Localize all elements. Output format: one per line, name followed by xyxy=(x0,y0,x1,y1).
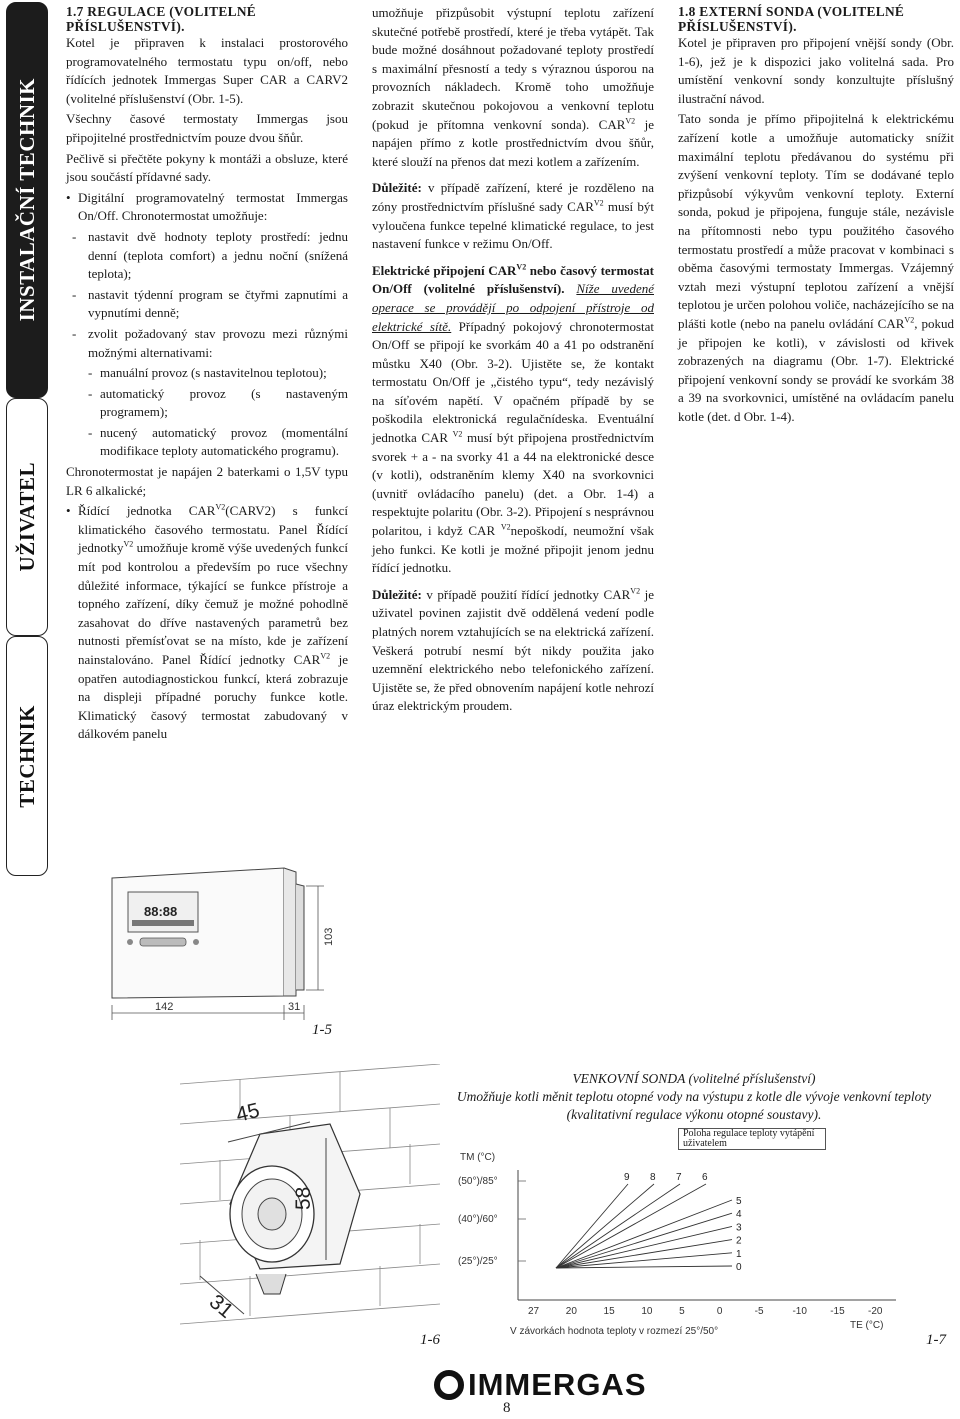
sub-dash-item: - automatický provoz (s nastaveným programem); xyxy=(88,385,348,420)
figure-1-5-thermostat xyxy=(100,850,360,1030)
tab-technician-label: TECHNIK xyxy=(14,704,39,808)
section-heading-1-8: 1.8 EXTERNÍ SONDA (VOLITELNÉ PŘÍSLUŠENSTVÍ). xyxy=(678,4,905,34)
dimension-side: 58 xyxy=(292,1186,315,1210)
dash-item: - nastavit týdenní program se čtyřmi zapnutími a vypnutími denně; xyxy=(72,286,348,321)
sub-dash-item: - manuální provoz (s nastavitelnou teplotou); xyxy=(88,365,327,381)
sub-dash-item-text: manuální provoz (s nastavitelnou teplotou); xyxy=(100,365,327,381)
x-tick-label: 15 xyxy=(603,1306,615,1317)
curve-label: 0 xyxy=(736,1262,742,1273)
column-3 xyxy=(678,4,954,428)
paragraph: Elektrické připojení $CAR^{V2}$ nebo časový termostat On/Off (volitelné příslušenství). Níže uvedené operace se provádějí po odpojení přístroje od elektrické sítě. Případný pokojový chronotermostat On/Off se připojí ke svorkám 40 a 41 po odstranění můstku X40 (Obr. 3-2). Ujistěte se, že kontakt termostatu On/Off je „čistého typu“, tedy nezávislý na síťovém napětí. V opačném případě by se poškodila elektronická regulačnídeska. Eventuální jednotka CAR $^{V2}$ musí být připojena prostřednictvím svorek + a - na svorky 41 a 44 na elektronické desce (v kotli), odstraněním klemy X40 na svorkovnici (uvnitř ovládacího panelu) (det. a Obr. 1-4) a respektujte polaritu (Obr. 3-2). Připojení s nesprávnou polaritou, i když CAR $^{V2}$nepoškodí, neumožní však jeho funkci. Ke kotli je možné připojit jenom jednu řídící jednotku. xyxy=(372,262,654,576)
heating-curve-0 xyxy=(556,1266,732,1268)
x-tick-label: 0 xyxy=(716,1306,723,1317)
x-tick-label: -20 xyxy=(868,1306,883,1317)
curve-label: 2 xyxy=(736,1235,742,1247)
curve-label: 6 xyxy=(702,1172,708,1183)
heating-curve-8 xyxy=(556,1184,654,1268)
heating-curve-1 xyxy=(556,1253,732,1268)
paragraph: Tato sonda je přímo připojitelná k elektrickému zařízení kotle a umožňuje automaticky snížit maximální teplotu předávanou do systému při zvýšení venkovní teploty. Tím se dodávané teplo přizpůsobí výkyvům venkovní teploty. Externí sonda, pokud je připojena, funguje stále, nezávisle na přítomnosti nebo typu použitého časového termostatu prostředí a může pracovat v kombinaci s oběma časovými termostaty Immergas. Vzájemný vztah mezi výstupní teplotou zařízení a vnější teplotou je určen polohou voliče, nacházejícího se na plášti kotle (nebo na panelu ovládání $CAR^{V2}$, pokud je připojen ke kotli), v závislosti od křivek zobrazených na diagramu (Obr. 1-7). Elektrické připojení venkovní sondy se provádí ke svorkám 38 a 39 na svorkovnici, umístěné na ovládacím panelu kotle (det. d Obr. 1-4). xyxy=(678,111,954,424)
column-1 xyxy=(66,4,348,746)
display-digits: 88:88 xyxy=(144,904,178,919)
curve-label: 5 xyxy=(736,1196,742,1207)
tab-user[interactable] xyxy=(6,398,48,636)
logo-ring-icon xyxy=(434,1370,464,1400)
curve-label: 7 xyxy=(676,1172,682,1183)
dash-item-text: nastavit dvě hodnoty teploty prostředí: jednu denní (teplota comfort) a jednu noční (snížená teplota); xyxy=(88,228,348,282)
immergas-logo xyxy=(434,1367,647,1403)
paragraph: Důležité: v případě použití řídící jednotky $CAR^{V2}$ je uživatel povinen zajistit dvě oddělená vedení podle platných norem vztahujících se na elektrická zařízení. Veškerá potrubí nesmí být nikdy použita jako uzemnění elektrického nebo telefonického zařízení. Ujistěte se, že před obnovením napájení kotle nehrozí úraz elektrickým proudem. xyxy=(372,586,654,714)
heating-curve-4 xyxy=(556,1213,732,1268)
figure-caption-1-6: 1-6 xyxy=(420,1332,440,1348)
graph-footnote: V závorkách hodnota teploty v rozmezí 25°/50° xyxy=(510,1326,719,1337)
heating-curve-3 xyxy=(556,1226,732,1268)
x-tick-label: 20 xyxy=(565,1306,577,1317)
y-axis-label: TM (°C) xyxy=(460,1152,496,1163)
x-tick-label: 27 xyxy=(528,1306,540,1317)
curve-label: 8 xyxy=(650,1172,656,1183)
y-tick-label: (25°)/25° xyxy=(458,1256,498,1267)
x-axis-label: TE (°C) xyxy=(850,1320,884,1331)
tab-installer[interactable] xyxy=(6,2,48,398)
curve-label: 4 xyxy=(736,1209,742,1221)
heating-curve-5 xyxy=(556,1200,732,1268)
curve-label: 1 xyxy=(736,1248,742,1260)
logo-text: IMMERGAS xyxy=(468,1367,647,1402)
graph-title: VENKOVNÍ SONDA (volitelné příslušenství) xyxy=(572,1071,816,1086)
tab-user-label: UŽIVATEL xyxy=(14,462,39,572)
sub-dash-item-text: automatický provoz (s nastaveným programem); xyxy=(100,385,348,420)
tab-installer-label: INSTALAČNÍ TECHNIK xyxy=(14,78,39,322)
x-tick-label: 5 xyxy=(679,1306,685,1317)
curve-label: 3 xyxy=(736,1222,742,1234)
heating-curve-2 xyxy=(556,1240,732,1268)
dash-item-text: nastavit týdenní program se čtyřmi zapnutími a vypnutími denně; xyxy=(88,286,348,321)
y-tick-label: (50°)/85° xyxy=(458,1176,498,1187)
figure-caption-1-5: 1-5 xyxy=(312,1022,332,1038)
heating-curve-chart xyxy=(456,1140,950,1340)
dash-item: - zvolit požadovaný stav provozu mezi různými možnými alternativami: xyxy=(72,325,348,360)
x-tick-label: -10 xyxy=(792,1306,807,1317)
graph-legend-text: Poloha regulace teploty vytápění uživatelem xyxy=(683,1128,815,1149)
sub-dash-item-text: nucený automatický provoz (momentální modifikace teploty automatického programu). xyxy=(100,424,348,459)
curve-label: 9 xyxy=(624,1172,630,1183)
dimension-depth: 31 xyxy=(288,1001,301,1013)
paragraph: Pečlivě si přečtěte pokyny k montáži a obsluze, které jsou součástí přídavné sady. xyxy=(66,150,348,185)
graph-title-block xyxy=(452,1070,936,1124)
paragraph: umožňuje přizpůsobit výstupní teplotu zařízení skutečné potřebě prostředí, které je třeba vytápět. Tak bude možné dosáhnout požadované teploty prostředí s maximální přesností a tedy s výraznou úsporou na provozních nákladech. Kromě toho umožňuje zobrazit skutečnou pokojovou a venkovní teplotu (pokud je přítomna venkovní sonda). $CAR^{V2}$ je napájen přímo z kotle prostřednictvím dvou šňůr, které slouží na přenos dat mezi kotlem a zařízením. xyxy=(372,5,654,169)
graph-subtitle: Umožňuje kotli měnit teplotu otopné vody na výstupu z kotle dle vývoje venkovní teploty (kvalitativní regulace výkonu otopné soustavy). xyxy=(456,1089,932,1122)
figure-caption-1-7: 1-7 xyxy=(926,1332,946,1348)
paragraph: Chronotermostat je napájen 2 baterkami o 1,5V typu LR 6 alkalické; xyxy=(66,464,348,498)
dash-item: - nastavit dvě hodnoty teploty prostředí: jednu denní (teplota comfort) a jednu noční (snížená teplota); xyxy=(72,228,348,282)
x-tick-label: -15 xyxy=(830,1306,845,1317)
section-heading-1-7: 1.7 REGULACE (VOLITELNÉ PŘÍSLUŠENSTVÍ). xyxy=(66,4,257,34)
paragraph: Kotel je připraven k instalaci prostorového programovatelného termostatu typu on/off, nebo řídících jednotek Immergas Super CAR a CARV2 (volitelné příslušenství (Obr. 1-5). xyxy=(66,35,348,106)
y-tick-label: (40°)/60° xyxy=(458,1214,498,1225)
tab-technician[interactable] xyxy=(6,636,48,876)
dash-item-text: zvolit požadovaný stav provozu mezi různými možnými alternativami: xyxy=(88,325,348,360)
heating-curve-6 xyxy=(556,1184,706,1268)
column-2 xyxy=(372,4,654,718)
bullet-item: • Řídící jednotka $CAR^{V2}(CARV2)$ s funkcí klimatického časového termostatu. Panel Řídící jednotky$^{V2}$ umožňuje kromě výše uvedených funkcí mít pod kontrolou a především po ruce všechny důležité informace, týkající se funkce přístroje a topného zařízení, díky čemuž je možné pohodlně zasahovat do dříve nastavených parametrů bez nutnosti přemísťovat se na místo, kde je zařízení nainstalováno. Panel Řídící jednotky $CAR^{V2}$ je opatřen autodiagnostickou funkcí, která zobrazuje na displeji případné poruchy funkce kotle. Klimatický časový termostat zabudovaný v dálkovém panelu xyxy=(66,502,348,744)
figure-1-6-external-probe xyxy=(160,1064,456,1350)
x-tick-label: -5 xyxy=(754,1306,764,1317)
x-tick-label: 10 xyxy=(641,1306,653,1317)
heating-curve-7 xyxy=(556,1184,680,1268)
dimension-top: 45 xyxy=(233,1098,262,1127)
paragraph: Důležité: v případě zařízení, které je rozděleno na zóny prostřednictvím příslušné sady $CAR^{V2}$ musí být vyloučena funkce tepelné klimatické regulace, to jest nastavení funkce v režimu On/Off. xyxy=(372,180,654,252)
sub-dash-item: - nucený automatický provoz (momentální modifikace teploty automatického programu). xyxy=(88,424,348,459)
bullet-item: • Digitální programovatelný termostat Immergas On/Off. Chronotermostat umožňuje: xyxy=(66,189,348,226)
dimension-bottom: 31 xyxy=(204,1290,238,1323)
paragraph: Všechny časové termostaty Immergas jsou připojitelné prostřednictvím pouze dvou šňůr. xyxy=(66,111,348,145)
dimension-width: 142 xyxy=(155,1001,174,1013)
paragraph: Kotel je připraven pro připojení vnější sondy (Obr. 1-6), jež je k dispozici jako volitelná sada. Pro umístění venkovní sondy konzultujte příslušný ilustrační návod. xyxy=(678,35,954,106)
dimension-height: 103 xyxy=(323,927,335,946)
page-number: 8 xyxy=(503,1400,511,1416)
